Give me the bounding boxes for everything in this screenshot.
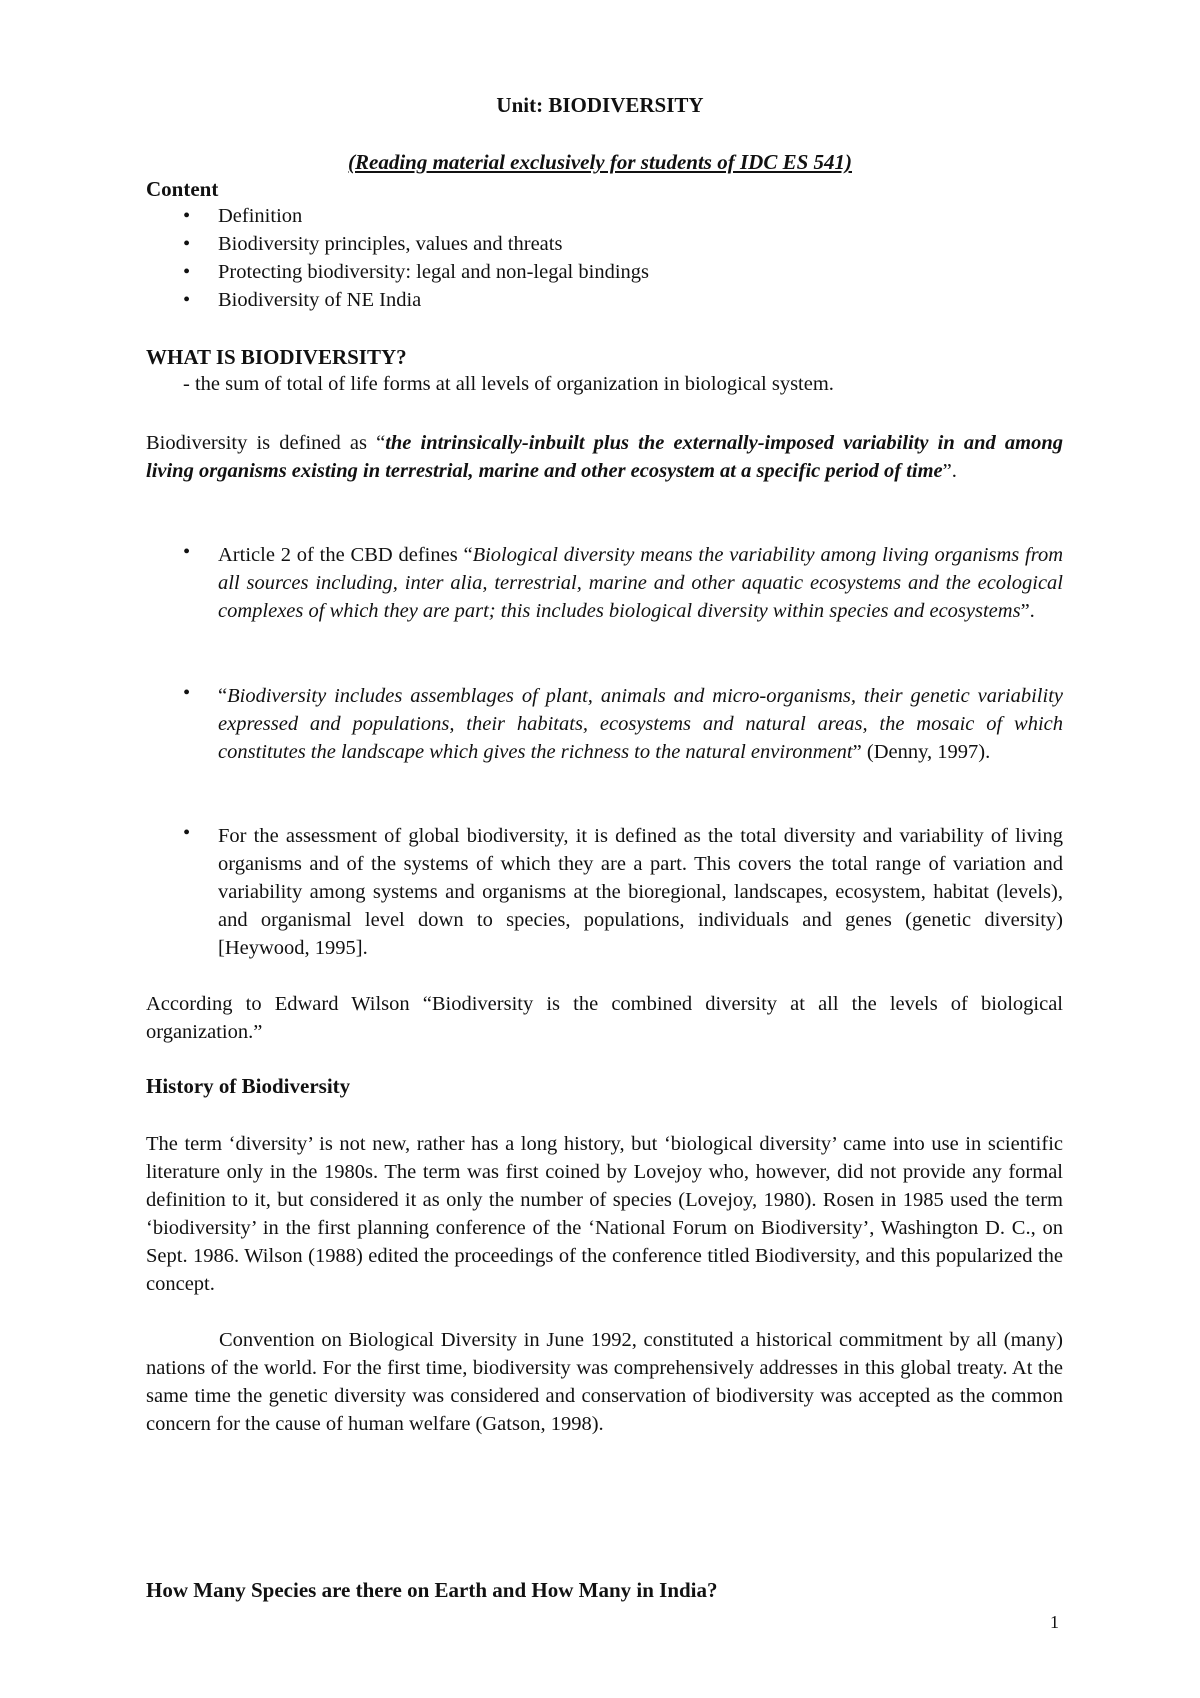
bullet-icon: • [183, 682, 191, 704]
definition-suffix: ”. [942, 460, 957, 482]
content-item-label: Protecting biodiversity: legal and non-legal bindings [218, 261, 649, 283]
wilson-paragraph: According to Edward Wilson “Biodiversity is the combined diversity at all the levels of biological organization.” [146, 993, 1063, 1043]
cbd-definition-paragraph [218, 541, 1063, 625]
content-heading: Content [146, 177, 219, 201]
what-definition-line: - the sum of total of life forms at all levels of organization in biological system. [183, 373, 834, 395]
bullet-icon: • [183, 541, 191, 563]
cbd-prefix: Article 2 of the CBD defines “ [218, 544, 473, 566]
content-item-label: Biodiversity principles, values and threats [218, 233, 563, 255]
page-number: 1 [1050, 1612, 1059, 1632]
denny-quote: Biodiversity includes assemblages of plant, animals and micro-organisms, their genetic variability expressed and populations, their habitats, ecosystems and natural areas, the mosaic of which constitutes the landscape which gives the richness to the natural environment [218, 685, 1063, 763]
content-item [0, 289, 1200, 317]
content-item [0, 233, 1200, 261]
history-paragraph-2: Convention on Biological Diversity in June 1992, constituted a historical commitment by all (many) nations of the world. For the first time, biodiversity was comprehensively addresses in this global treaty. At the same time the genetic diversity was considered and conservation of biodiversity was accepted as the common concern for the cause of human welfare (Gatson, 1998). [146, 1329, 1063, 1435]
content-item-label: Definition [218, 205, 303, 227]
definition-emphasis: the intrinsically-inbuilt plus the externally-imposed variability in and among living organisms existing in terrestrial, marine and other ecosystem at a specific period of time [146, 432, 1063, 482]
bullet-icon: • [183, 289, 191, 311]
what-heading: WHAT IS BIODIVERSITY? [146, 345, 407, 369]
cbd-quote: Biological diversity means the variability among living organisms from all sources including, inter alia, terrestrial, marine and other aquatic ecosystems and the ecological complexes of which they are part; this includes biological diversity within species and ecosystems [218, 544, 1064, 622]
history-heading: History of Biodiversity [146, 1074, 351, 1098]
page-subtitle: (Reading material exclusively for students of IDC ES 541) [348, 150, 852, 174]
history-paragraph-1: The term ‘diversity’ is not new, rather has a long history, but ‘biological diversity’ came into use in scientific literature only in the 1980s. The term was first coined by Lovejoy who, however, did not provide any formal definition to it, but considered it as only the number of species (Lovejoy, 1980). Rosen in 1985 used the term ‘biodiversity’ in the first planning conference of the ‘National Forum on Biodiversity’, Washington D. C., on Sept. 1986. Wilson (1988) edited the proceedings of the conference titled Biodiversity, and this popularized the concept. [146, 1133, 1063, 1295]
definition-paragraph [146, 429, 1063, 485]
denny-definition-paragraph [218, 682, 1063, 766]
definition-prefix: Biodiversity is defined as “ [146, 432, 386, 454]
content-item [0, 261, 1200, 289]
bullet-icon: • [183, 822, 191, 844]
denny-suffix: ” (Denny, 1997). [852, 741, 991, 763]
bullet-icon: • [183, 233, 191, 255]
bullet-icon: • [183, 205, 191, 227]
cbd-suffix: ”. [1020, 600, 1035, 622]
heywood-definition-paragraph: For the assessment of global biodiversity, it is defined as the total diversity and variability of living organisms and of the systems of which they are a part. This covers the total range of variation and variability among systems and organisms at the bioregional, landscapes, ecosystem, habitat (levels), and organismal level down to species, populations, individuals and genes (genetic diversity) [Heywood, 1995]. [218, 825, 1063, 959]
content-item-label: Biodiversity of NE India [218, 289, 422, 311]
page-title: Unit: BIODIVERSITY [496, 93, 704, 117]
species-heading: How Many Species are there on Earth and How Many in India? [146, 1578, 718, 1602]
denny-prefix: “ [218, 685, 228, 707]
content-item [0, 205, 1200, 233]
bullet-icon: • [183, 261, 191, 283]
